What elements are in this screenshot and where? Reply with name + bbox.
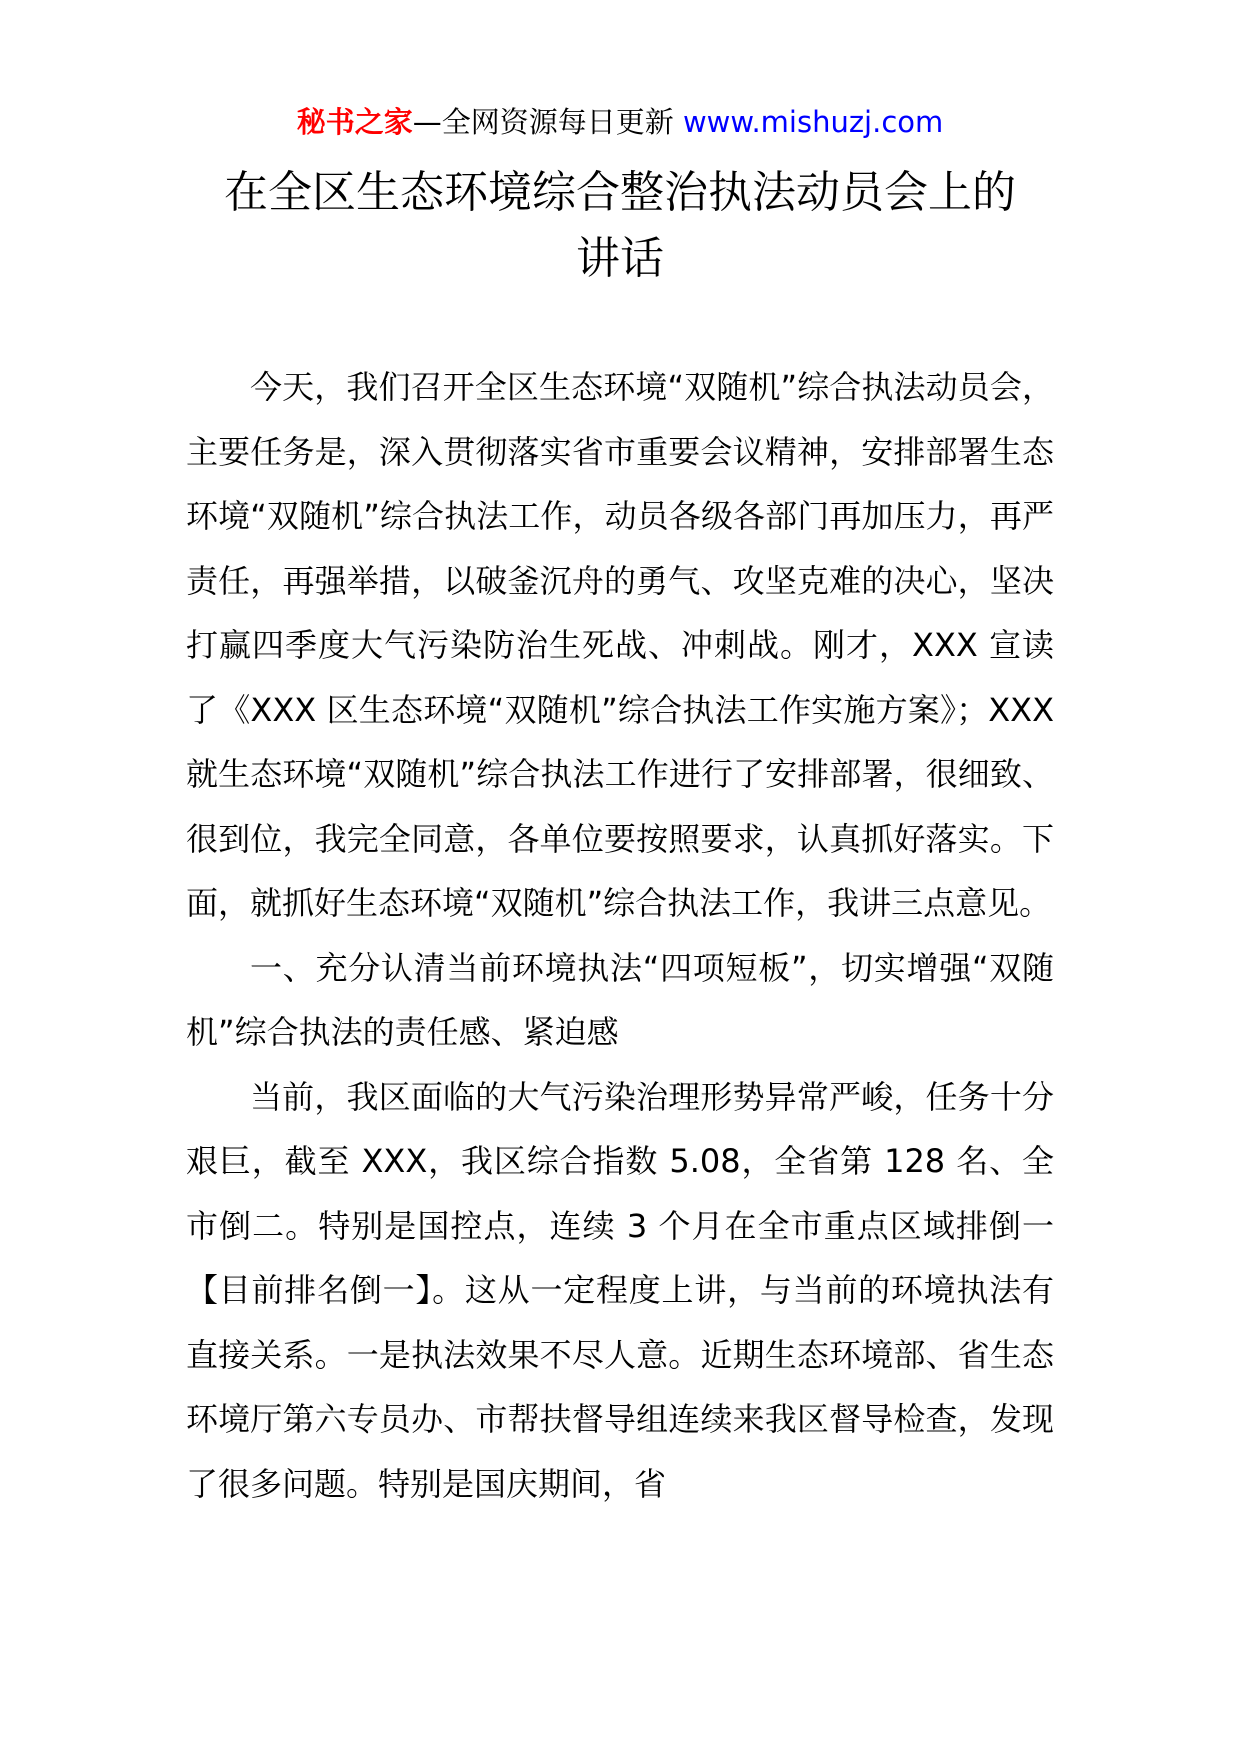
banner-url-link[interactable]: www.mishuzj.com xyxy=(682,105,944,139)
body-paragraph-section-1: 当前，我区面临的大气污染治理形势异常严峻，任务十分艰巨，截至 XXX，我区综合指数 5.08，全省第 128 名、全市倒二。特别是国控点，连续 3 个月在全市重点区域排倒一【目前排名倒一】。这从一定程度上讲，与当前的环境执法有直接关系。一是执法效果不尽人意。近期生态环境部、省生态环境厅第六专员办、市帮扶督导组连续来我区督导检查，发现了很多问题。特别是国庆期间，省 xyxy=(186,1077,1054,1503)
document-title-line-2: 讲话 xyxy=(576,233,664,284)
banner-brand: 秘书之家 xyxy=(296,105,413,139)
document-body xyxy=(186,355,1054,1516)
site-banner xyxy=(0,100,1240,144)
banner-tagline: —全网资源每日更新 xyxy=(412,105,674,139)
body-paragraph-intro: 今天，我们召开全区生态环境“双随机”综合执法动员会，主要任务是，深入贯彻落实省市重要会议精神，安排部署生态环境“双随机”综合执法工作，动员各级各部门再加压力，再严责任，再强举措，以破釜沉舟的勇气、攻坚克难的决心，坚决打赢四季度大气污染防治生死战、冲刺战。刚才，XXX 宣读了《XXX 区生态环境“双随机”综合执法工作实施方案》；XXX 就生态环境“双随机”综合执法工作进行了安排部署，很细致、很到位，我完全同意，各单位要按照要求，认真抓好落实。下面，就抓好生态环境“双随机”综合执法工作，我讲三点意见。 xyxy=(186,368,1054,922)
section-heading-1: 一、充分认清当前环境执法“四项短板”，切实增强“双随机”综合执法的责任感、紧迫感 xyxy=(186,948,1054,1051)
document-title-line-1: 在全区生态环境综合整治执法动员会上的 xyxy=(224,167,1016,218)
document-title xyxy=(150,160,1090,292)
